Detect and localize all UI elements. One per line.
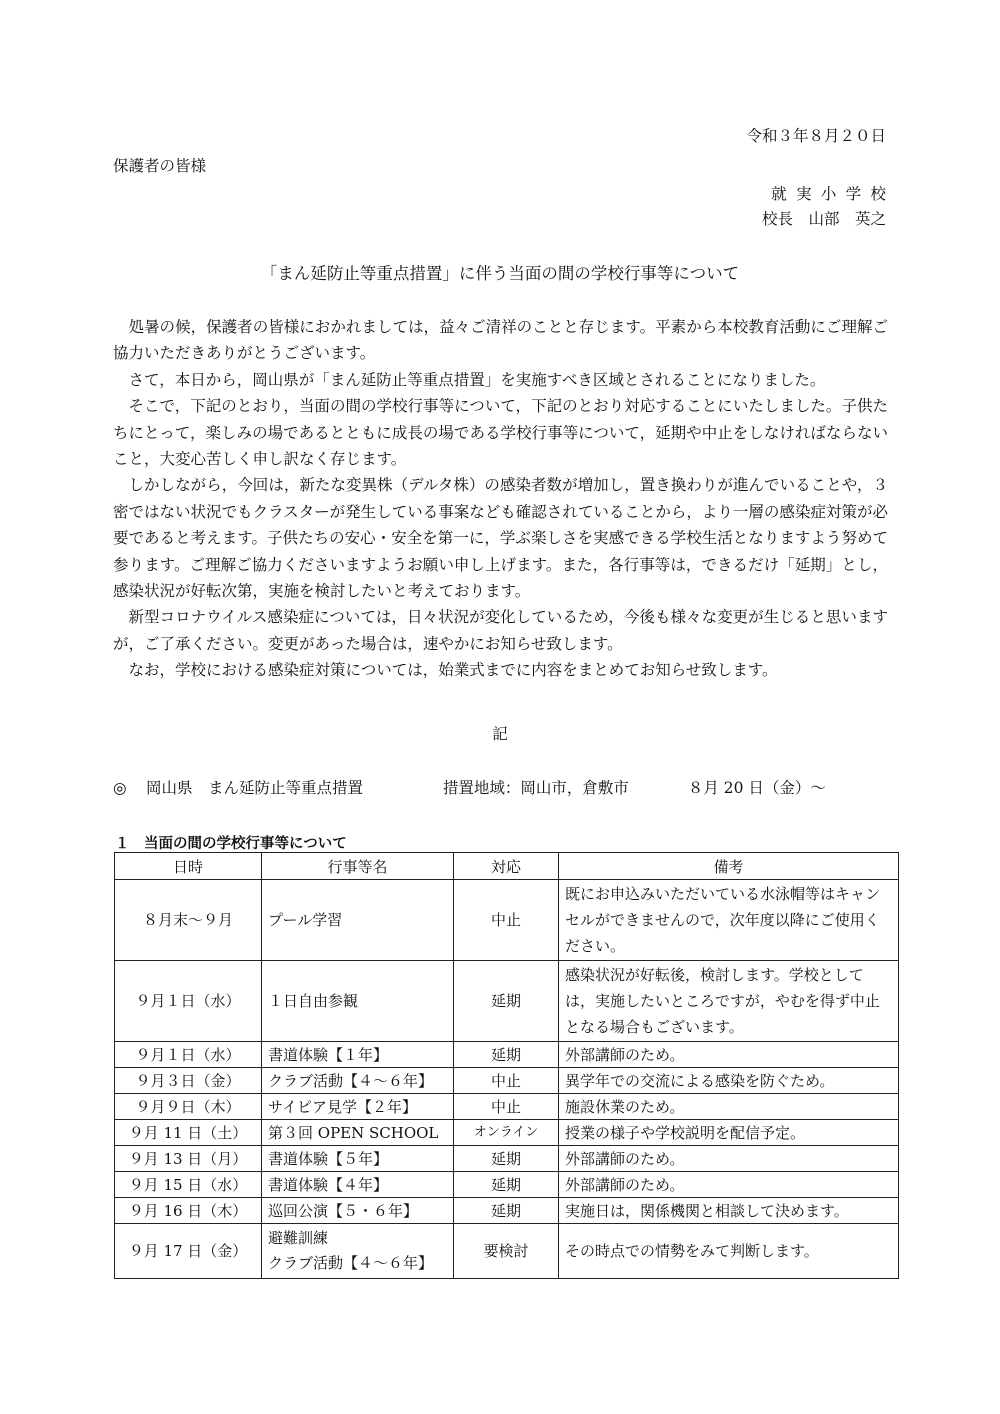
paragraph: しかしながら，今回は，新たな変異株（デルタ株）の感染者数が増加し，置き換わりが進んでいることや，３密ではない状況でもクラスターが発生している事案なども確認されていることから，より一層の感染症対策が必要であると考えます。子供たちの安心・安全を第一に，学ぶ楽しさを実感できる学校生活となりますよう努めて参ります。ご理解ご協力くださいますようお願い申し上げます。また，各行事等は，できるだけ「延期」とし，感染状況が好転次第，実施を検討したいと考えております。 <box>113 476 888 601</box>
cell-event: １日自由参観 <box>262 961 454 1042</box>
table-row <box>115 1146 899 1172</box>
cell-action: 延期 <box>454 1172 559 1198</box>
table-row <box>115 1094 899 1120</box>
cell-event: プール学習 <box>262 880 454 961</box>
paragraph: そこで，下記のとおり，当面の間の学校行事等について，下記のとおり対応することにいたしました。子供たちにとって，楽しみの場であるとともに成長の場である学校行事等について，延期や中止をしなければならないこと，大変心苦しく申し訳なく存じます。 <box>113 397 888 469</box>
table-header-row <box>115 853 899 880</box>
cell-date: ８月末～９月 <box>115 880 262 961</box>
events-table <box>114 852 899 1279</box>
table-row <box>115 1224 899 1279</box>
cell-action: 延期 <box>454 961 559 1042</box>
cell-date: ９月１日（水） <box>115 1042 262 1068</box>
cell-action: 延期 <box>454 1146 559 1172</box>
table-row <box>115 1042 899 1068</box>
cell-event: サイピア見学【２年】 <box>262 1094 454 1120</box>
cell-date: ９月 17 日（金） <box>115 1224 262 1279</box>
cell-action: 中止 <box>454 1094 559 1120</box>
cell-event: 巡回公演【５・６年】 <box>262 1198 454 1224</box>
cell-remarks: 感染状況が好転後，検討します。学校としては，実施したいところですが，やむを得ず中止となる場合もございます。 <box>559 961 899 1042</box>
notice-prefecture: 岡山県 まん延防止等重点措置 <box>145 779 363 797</box>
document-date: 令和３年８月２０日 <box>746 127 886 145</box>
cell-remarks: 既にお申込みいただいている水泳帽等はキャンセルができませんので，次年度以降にご使用ください。 <box>559 880 899 961</box>
school-name: 就実小学校 <box>771 185 896 203</box>
cell-action: 中止 <box>454 880 559 961</box>
table-row <box>115 1120 899 1146</box>
paragraph: 処暑の候，保護者の皆様におかれましては，益々ご清祥のことと存じます。平素から本校教育活動にご理解ご協力いただきありがとうございます。 <box>113 318 888 363</box>
cell-remarks: 実施日は，関係機関と相談して決めます。 <box>559 1198 899 1224</box>
cell-remarks: 異学年での交流による感染を防ぐため。 <box>559 1068 899 1094</box>
document-title: 「まん延防止等重点措置」に伴う当面の間の学校行事等について <box>260 264 740 283</box>
cell-date: ９月９日（木） <box>115 1094 262 1120</box>
cell-action: オンライン <box>454 1120 559 1146</box>
header-date: 日時 <box>115 853 262 880</box>
cell-action: 延期 <box>454 1042 559 1068</box>
section-title: １ 当面の間の学校行事等について <box>115 836 347 852</box>
cell-date: ９月 16 日（木） <box>115 1198 262 1224</box>
cell-event: クラブ活動【４～６年】 <box>262 1068 454 1094</box>
table-row <box>115 880 899 961</box>
cell-action: 要検討 <box>454 1224 559 1279</box>
notice-area: 措置地域：岡山市，倉敷市 <box>442 779 629 797</box>
cell-event: 第３回 OPEN SCHOOL <box>262 1120 454 1146</box>
cell-remarks: 外部講師のため。 <box>559 1042 899 1068</box>
header-action: 対応 <box>454 853 559 880</box>
cell-event: 書道体験【１年】 <box>262 1042 454 1068</box>
table-row <box>115 1172 899 1198</box>
cell-date: ９月 15 日（水） <box>115 1172 262 1198</box>
cell-action: 延期 <box>454 1198 559 1224</box>
paragraph: なお，学校における感染症対策については，始業式までに内容をまとめてお知らせ致します。 <box>128 661 778 680</box>
notice-period: ８月 20 日（金）～ <box>687 779 826 797</box>
header-event: 行事等名 <box>262 853 454 880</box>
table-row <box>115 961 899 1042</box>
ki-marker: 記 <box>492 725 508 743</box>
cell-date: ９月 11 日（土） <box>115 1120 262 1146</box>
cell-remarks: 施設休業のため。 <box>559 1094 899 1120</box>
table-row <box>115 1198 899 1224</box>
cell-event: 書道体験【５年】 <box>262 1146 454 1172</box>
cell-event: 書道体験【４年】 <box>262 1172 454 1198</box>
letter-body <box>113 314 888 684</box>
cell-event: 避難訓練 クラブ活動【４～６年】 <box>262 1224 454 1279</box>
cell-date: ９月 13 日（月） <box>115 1146 262 1172</box>
cell-remarks: その時点での情勢をみて判断します。 <box>559 1224 899 1279</box>
measure-notice <box>113 776 826 798</box>
cell-remarks: 外部講師のため。 <box>559 1172 899 1198</box>
table-row <box>115 1068 899 1094</box>
cell-remarks: 授業の様子や学校説明を配信予定。 <box>559 1120 899 1146</box>
notice-mark: ◎ <box>113 779 127 797</box>
paragraph: さて，本日から，岡山県が「まん延防止等重点措置」を実施すべき区域とされることになりました。 <box>128 370 826 389</box>
cell-date: ９月３日（金） <box>115 1068 262 1094</box>
cell-remarks: 外部講師のため。 <box>559 1146 899 1172</box>
principal-name: 校長 山部 英之 <box>761 210 886 228</box>
cell-action: 中止 <box>454 1068 559 1094</box>
paragraph: 新型コロナウイルス感染症については，日々状況が変化しているため，今後も様々な変更が生じると思いますが，ご了承ください。変更があった場合は，速やかにお知らせ致します。 <box>113 608 888 653</box>
header-remarks: 備考 <box>559 853 899 880</box>
cell-date: ９月１日（水） <box>115 961 262 1042</box>
addressee: 保護者の皆様 <box>113 157 207 175</box>
